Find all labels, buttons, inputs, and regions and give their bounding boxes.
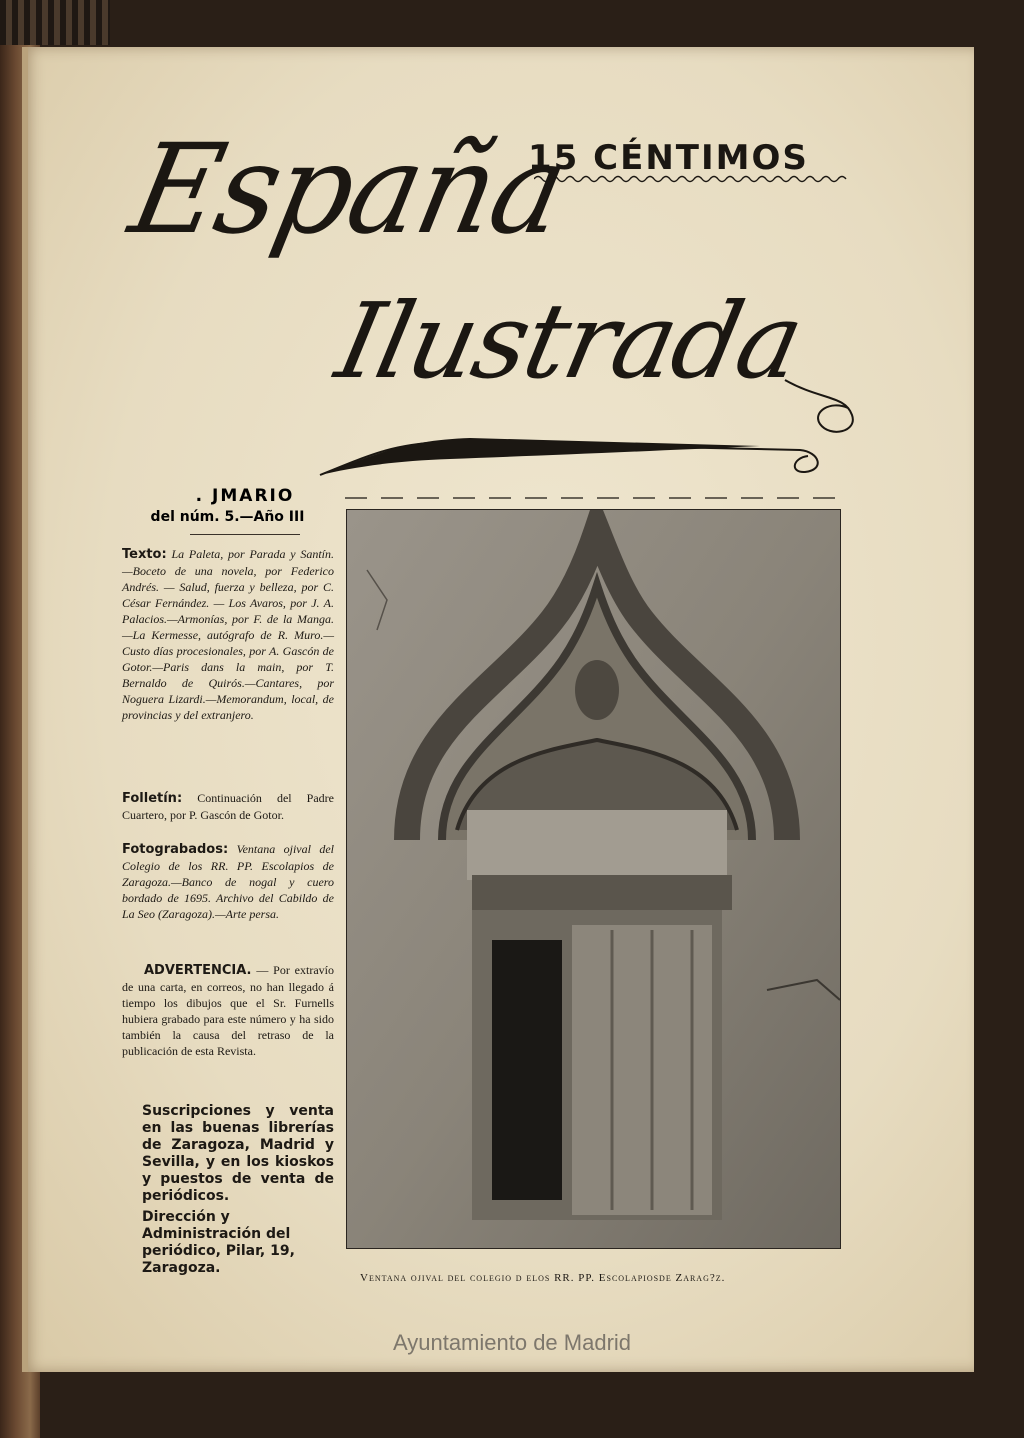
page-edge [22, 47, 28, 1372]
texto-body: La Paleta, por Parada y Santín.—Boceto de una novela, por Federico Andrés. — Salud, fuerza y belleza, por C. César Fernández. — Los Avaros, por J. A. Palacios.—Armonías, por F. de la Manga.—La Kermesse, autógrafo de R. Muro.—Custo días procesionales, por A. Gascón de Gotor.—Paris dans la main, por T. Bernaldo de Quirós.—Cantares, por Noguera Lizardi.—Memorandum, local, de provincias y del extranjero. [122, 547, 334, 722]
masthead-flourish [300, 360, 870, 485]
texto-label: Texto: [122, 547, 167, 562]
wavy-rule-ornament [534, 174, 854, 184]
sumario-rule [190, 534, 300, 535]
photo-illustration [347, 510, 840, 1248]
sumario-title: . JMARIO [195, 486, 295, 506]
price-label: 15 CÉNTIMOS [528, 138, 809, 178]
advertencia-label: ADVERTENCIA. [144, 963, 252, 978]
suscripciones-text: Suscripciones y venta en las buenas librerías de Zaragoza, Madrid y Sevilla, y en los kioskos y puestos de venta de periódicos. [142, 1103, 334, 1204]
folletin-body: Continuación del Padre Cuartero, por P. Gascón de Gotor. [122, 791, 335, 822]
texto-section [122, 546, 334, 723]
direccion-section [122, 1209, 334, 1277]
advertencia-section [122, 962, 334, 1059]
fotograbados-section [122, 841, 334, 922]
title-espana: España [119, 116, 578, 262]
direccion-text: Dirección y Administración del periódico, Pilar, 19, Zaragoza. [142, 1209, 295, 1276]
library-watermark: Ayuntamiento de Madrid [392, 1330, 632, 1355]
folletin-section [122, 790, 334, 823]
photo-gothic-window [347, 510, 840, 1248]
fotograbados-label: Fotograbados: [122, 842, 229, 857]
advertencia-body: — Por extravío de una carta, en correos, no han llegado á tiempo los dibujos que el Sr. Furnells hubiera grabado para este número y ha sido también la causa del retraso de la publicación de esta Revista. [122, 963, 334, 1058]
suscripciones-section [122, 1103, 334, 1205]
photo-top-rule [345, 495, 845, 501]
binding-cloth [0, 0, 110, 45]
title-ilustrada: Ilustrada [327, 280, 812, 402]
photo-caption: Ventana ojival del colegio d elos RR. PP. Escolapiosde Zarag?z. [360, 1272, 726, 1284]
sumario-subtitle: del núm. 5.—Año III [150, 509, 305, 525]
fotograbados-body: Ventana ojival del Colegio de los RR. PP. Escolapios de Zaragoza.—Banco de nogal y cuero bordado de 1695. Archivo del Cabildo de La Seo (Zaragoza).—Arte persa. [122, 842, 334, 921]
folletin-label: Folletín: [122, 791, 183, 806]
